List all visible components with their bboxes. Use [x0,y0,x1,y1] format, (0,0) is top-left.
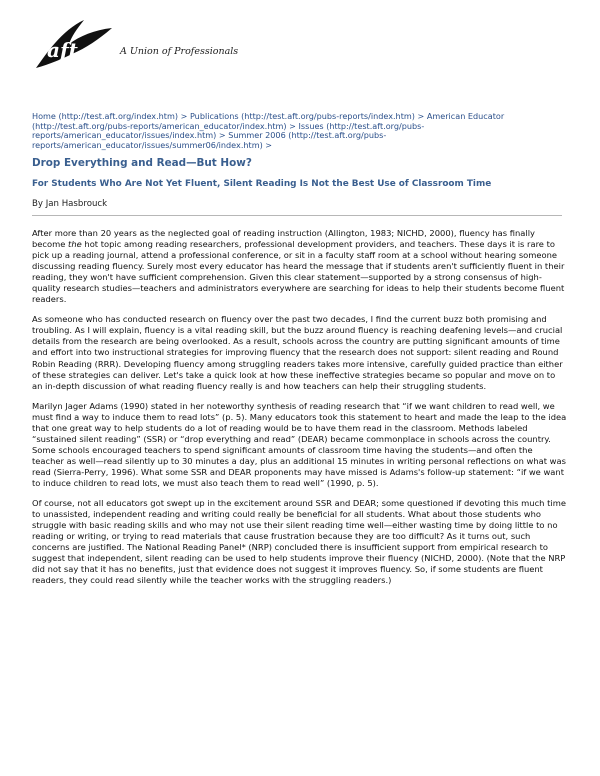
page-subtitle: For Students Who Are Not Yet Fluent, Silent Reading Is Not the Best Use of Classroom Time [32,179,492,189]
tagline: A Union of Professionals [120,46,239,57]
breadcrumb-text[interactable]: Home (http://test.aft.org/index.htm) > Publications (http://test.aft.org/pubs-reports/index.htm) > American Educator (http://test.aft.org/pubs-reports/american_educator/index.htm) > Issues (http://test.aft.org/pubs-reports/american_educator/issues/index.htm) > Summer 2006 (http://test.aft.org/pubs-reports/american_educator/issues/summer06/index.htm) > [32,111,505,150]
article-body [32,228,567,595]
divider [32,215,562,216]
p1-before: After more than 20 years as the neglected goal of reading instruction (Allington, 1983; NICHD, 2000), fluency has finally become [32,228,535,250]
breadcrumb[interactable] [32,112,562,150]
logo-text: aft [47,38,78,62]
byline: By Jan Hasbrouck [32,199,108,209]
paragraph-3: Marilyn Jager Adams (1990) stated in her noteworthy synthesis of reading research that “if we want children to read well, we must find a way to induce them to read lots” (p. 5). Many educators took this statement to heart and made the leap to the idea that one great way to help students do a lot of reading would be to have them read in the classroom. Methods labeled “sustained silent reading” (SSR) or “drop everything and read” (DEAR) became commonplace in schools across the country. Some schools encouraged teachers to spend significant amounts of classroom time having the students—and often the teacher as well—read silently up to 30 minutes a day, plus an additional 15 minutes in writing personal reflections on what was read (Sierra-Perry, 1996). What some SSR and DEAR proponents may have missed is Adams's follow-up statement: “if we want to induce children to read lots, we must also teach them to read well” (1990, p. 5). [32,400,567,488]
p1-after: hot topic among reading researchers, professional development providers, and teachers. These days it is rare to pick up a reading journal, attend a professional conference, or sit in a faculty staff room at a school without hearing someone discussing reading fluency. Surely most every educator has heard the message that if students aren't sufficiently fluent in their reading, they won't have sufficient comprehension. Given this clear statement—supported by a strong consensus of high-quality research studies—teachers and administrators everywhere are searching for ideas to help their students become fluent readers. [32,239,565,305]
paragraph-2: As someone who has conducted research on fluency over the past two decades, I find the current buzz both promising and troubling. As I will explain, fluency is a vital reading skill, but the buzz around fluency is reaching deafening levels—and crucial details from the research are being overlooked. As a result, schools across the country are putting significant amounts of time and effort into two instructional strategies for improving fluency that the research does not support: silent reading and Round Robin Reading (RRR). Developing fluency among struggling readers takes more intensive, carefully guided practice than either of these strategies can deliver. Let's take a quick look at how these ineffective strategies became so popular and move on to an in-depth discussion of what reading fluency really is and how teachers can help their struggling students. [32,314,563,391]
page-title: Drop Everything and Read—But How? [32,157,252,169]
paragraph-4: Of course, not all educators got swept up in the excitement around SSR and DEAR; some questioned if devoting this much time to unassisted, independent reading and writing could really be beneficial for all students. What about those students who struggle with basic reading skills and who may not use their silent reading time well—either wasting time by doing little to no reading or writing, or trying to read materials that cause frustration because they are too difficult? As it turns out, such concerns are justified. The National Reading Panel* (NRP) concluded there is insufficient support from empirical research to suggest that independent, silent reading can be used to help students improve their fluency (NICHD, 2000). (Note that the NRP did not say that it has no benefits, just that evidence does not suggest it improves fluency. So, if some students are fluent readers, they could read silently while the teacher works with the struggling readers.) [32,498,566,586]
aft-logo-icon[interactable] [32,14,116,74]
site-header [32,14,332,74]
p1-emphasis: the [68,239,82,250]
paragraph-1 [32,228,567,305]
